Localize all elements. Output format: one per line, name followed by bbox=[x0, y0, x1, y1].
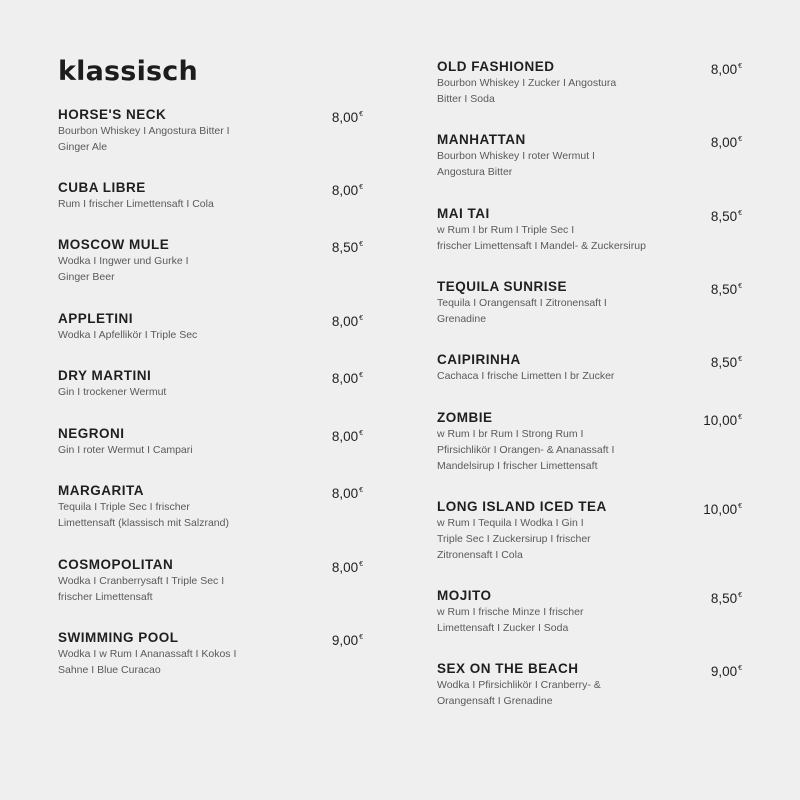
menu-item bbox=[437, 205, 742, 254]
item-ingredients: Bourbon Whiskey I roter Wermut I Angostura Bitter bbox=[437, 150, 595, 178]
item-ingredients: Bourbon Whiskey I Zucker I Angostura Bitter I Soda bbox=[437, 77, 617, 105]
item-ingredients: Cachaca I frische Limetten I br Zucker bbox=[437, 370, 615, 382]
currency-symbol: € bbox=[359, 372, 363, 379]
item-ingredients: Wodka I w Rum I Ananassaft I Kokos I Sahne I Blue Curacao bbox=[58, 648, 237, 676]
menu-item bbox=[437, 587, 742, 636]
item-name: MAI TAI bbox=[437, 206, 490, 221]
currency-symbol: € bbox=[738, 136, 742, 143]
item-ingredients: w Rum I br Rum I Strong Rum I Pfirsichlikör I Orangen- & Ananassaft I Mandelsirup I frischer Limettensaft bbox=[437, 428, 615, 472]
item-ingredients: Wodka I Pfirsichlikör I Cranberry- & Orangensaft I Grenadine bbox=[437, 679, 601, 707]
menu-item bbox=[437, 409, 742, 474]
menu-item bbox=[58, 179, 363, 212]
item-price: 8,00€ bbox=[331, 560, 363, 575]
currency-symbol: € bbox=[738, 665, 742, 672]
currency-symbol: € bbox=[738, 592, 742, 599]
menu-item bbox=[58, 310, 363, 343]
item-name: ZOMBIE bbox=[437, 410, 493, 425]
item-price: 8,00€ bbox=[710, 62, 742, 77]
item-price: 8,50€ bbox=[710, 355, 742, 370]
item-ingredients: Wodka I Apfellikör I Triple Sec bbox=[58, 329, 198, 341]
item-price: 8,00€ bbox=[710, 135, 742, 150]
item-price: 8,00€ bbox=[331, 110, 363, 125]
item-ingredients: Wodka I Ingwer und Gurke I Ginger Beer bbox=[58, 255, 189, 283]
item-name: LONG ISLAND ICED TEA bbox=[437, 499, 607, 514]
item-name: SEX ON THE BEACH bbox=[437, 661, 579, 676]
item-name: MANHATTAN bbox=[437, 132, 526, 147]
item-name: MARGARITA bbox=[58, 483, 144, 498]
menu-item bbox=[437, 131, 742, 180]
item-price: 10,00€ bbox=[703, 502, 742, 517]
item-name: MOJITO bbox=[437, 588, 492, 603]
item-name: SWIMMING POOL bbox=[58, 630, 179, 645]
item-name: DRY MARTINI bbox=[58, 368, 152, 383]
item-name: MOSCOW MULE bbox=[58, 237, 170, 252]
item-ingredients: w Rum I Tequila I Wodka I Gin I Triple Sec I Zuckersirup I frischer Zitronensaft I Cola bbox=[437, 517, 591, 561]
menu-heading: klassisch bbox=[58, 56, 198, 87]
currency-symbol: € bbox=[359, 634, 363, 641]
menu-item bbox=[437, 498, 742, 563]
item-price: 10,00€ bbox=[703, 413, 742, 428]
menu-item bbox=[437, 351, 742, 384]
currency-symbol: € bbox=[359, 184, 363, 191]
currency-symbol: € bbox=[359, 241, 363, 248]
item-name: CAIPIRINHA bbox=[437, 352, 521, 367]
menu-item bbox=[58, 629, 363, 678]
currency-symbol: € bbox=[738, 210, 742, 217]
item-price: 8,00€ bbox=[331, 371, 363, 386]
menu-item bbox=[58, 556, 363, 605]
currency-symbol: € bbox=[738, 283, 742, 290]
item-price: 8,50€ bbox=[710, 282, 742, 297]
currency-symbol: € bbox=[359, 315, 363, 322]
item-ingredients: w Rum I br Rum I Triple Sec I frischer Limettensaft I Mandel- & Zuckersirup bbox=[437, 224, 646, 252]
item-name: HORSE'S NECK bbox=[58, 107, 167, 122]
item-name: TEQUILA SUNRISE bbox=[437, 279, 568, 294]
currency-symbol: € bbox=[359, 111, 363, 118]
item-ingredients: Rum I frischer Limettensaft I Cola bbox=[58, 198, 214, 210]
currency-symbol: € bbox=[738, 414, 742, 421]
item-name: OLD FASHIONED bbox=[437, 59, 555, 74]
currency-symbol: € bbox=[359, 430, 363, 437]
menu-item bbox=[58, 106, 363, 155]
currency-symbol: € bbox=[359, 487, 363, 494]
item-name: NEGRONI bbox=[58, 426, 125, 441]
item-price: 8,00€ bbox=[331, 486, 363, 501]
item-name: COSMOPOLITAN bbox=[58, 557, 174, 572]
currency-symbol: € bbox=[738, 63, 742, 70]
item-price: 9,00€ bbox=[331, 633, 363, 648]
menu-item bbox=[437, 278, 742, 327]
menu-item bbox=[437, 660, 742, 709]
menu-item bbox=[437, 58, 742, 107]
item-price: 9,00€ bbox=[710, 664, 742, 679]
item-price: 8,50€ bbox=[710, 209, 742, 224]
currency-symbol: € bbox=[738, 503, 742, 510]
item-price: 8,50€ bbox=[331, 240, 363, 255]
item-price: 8,00€ bbox=[331, 314, 363, 329]
menu-item bbox=[58, 236, 363, 285]
menu-item bbox=[58, 367, 363, 400]
item-price: 8,00€ bbox=[331, 183, 363, 198]
menu-item bbox=[58, 482, 363, 531]
item-ingredients: Tequila I Orangensaft I Zitronensaft I Grenadine bbox=[437, 297, 607, 325]
item-ingredients: Tequila I Triple Sec I frischer Limettensaft (klassisch mit Salzrand) bbox=[58, 501, 229, 529]
menu-item bbox=[58, 425, 363, 458]
item-ingredients: Wodka I Cranberrysaft I Triple Sec I frischer Limettensaft bbox=[58, 575, 225, 603]
item-price: 8,00€ bbox=[331, 429, 363, 444]
item-ingredients: w Rum I frische Minze I frischer Limettensaft I Zucker I Soda bbox=[437, 606, 584, 634]
item-ingredients: Bourbon Whiskey I Angostura Bitter I Ginger Ale bbox=[58, 125, 230, 153]
item-ingredients: Gin I roter Wermut I Campari bbox=[58, 444, 193, 456]
currency-symbol: € bbox=[738, 356, 742, 363]
item-price: 8,50€ bbox=[710, 591, 742, 606]
item-name: APPLETINI bbox=[58, 311, 134, 326]
item-name: CUBA LIBRE bbox=[58, 180, 146, 195]
item-ingredients: Gin I trockener Wermut bbox=[58, 386, 167, 398]
currency-symbol: € bbox=[359, 561, 363, 568]
